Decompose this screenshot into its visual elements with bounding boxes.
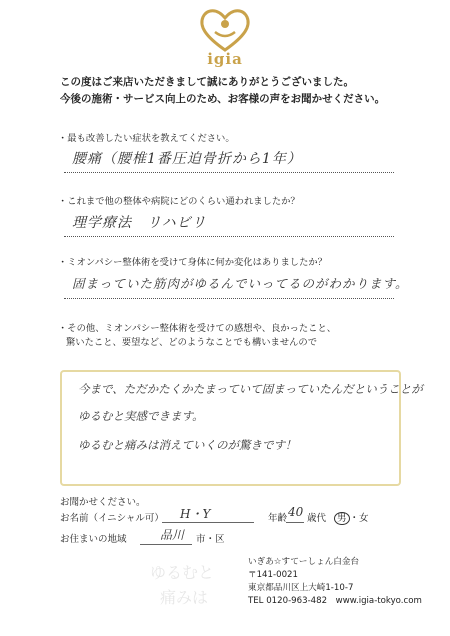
area-suffix: 市・区 bbox=[196, 534, 225, 545]
intro-line-2: 今後の施術・サービス向上のため、お客様の声をお聞かせください。 bbox=[60, 93, 386, 105]
gender-female: 女 bbox=[359, 513, 369, 524]
bleed-through-ghost-text: ゆるむと bbox=[150, 563, 215, 582]
name-value: H・Y bbox=[180, 507, 211, 521]
question-4-line-2: 驚いたこと、要望など、どのようなことでも構いませんので bbox=[66, 337, 318, 348]
question-4-line-1: ・その他、ミオンパシー整体術を受けての感想や、良かったこと、 bbox=[58, 323, 337, 334]
clinic-postal: 〒141-0021 bbox=[248, 570, 298, 580]
comment-line-2: ゆるむと実感できます。 bbox=[78, 409, 204, 423]
bleed-through-ghost-text-2: 痛みは bbox=[160, 588, 209, 607]
heart-logo-icon bbox=[197, 6, 253, 52]
answer-1-underline bbox=[64, 172, 394, 173]
gender-separator: ・ bbox=[349, 513, 360, 524]
gender-male-circled: 男 bbox=[334, 512, 350, 525]
brand-logo-text: igia bbox=[207, 50, 243, 68]
area-value: 品川 bbox=[160, 528, 185, 542]
name-underline bbox=[162, 522, 254, 523]
clinic-name: いぎあ☆すてーしょん白金台 bbox=[248, 557, 360, 567]
answer-1: 腰痛（腰椎1番圧迫骨折から1年） bbox=[72, 151, 302, 167]
age-label: 年齢 bbox=[268, 513, 288, 524]
age-underline bbox=[286, 522, 304, 523]
answer-2: 理学療法 リハビリ bbox=[72, 215, 207, 231]
age-value: 40 bbox=[288, 505, 304, 519]
question-3: ・ミオンパシー整体術を受けて身体に何か変化はありましたか？ bbox=[58, 257, 327, 268]
question-1: ・最も改善したい症状を教えてください。 bbox=[58, 133, 235, 144]
gender-options bbox=[334, 510, 369, 525]
name-label: お名前（イニシャル可） bbox=[60, 513, 164, 524]
area-label: お住まいの地域 bbox=[60, 534, 127, 545]
intro-line-1: この度はご来店いただきまして誠にありがとうございました。 bbox=[60, 76, 354, 88]
clinic-contact: TEL 0120-963-482 www.igia-tokyo.com bbox=[248, 596, 422, 606]
answer-2-underline bbox=[64, 236, 394, 237]
comment-line-1: 今まで、ただかたくかたまっていて固まっていたんだということが bbox=[78, 382, 423, 396]
brand-logo bbox=[175, 6, 275, 72]
comment-line-3: ゆるむと痛みは消えていくのが驚きです！ bbox=[78, 438, 297, 452]
answer-3-underline bbox=[64, 298, 394, 299]
age-suffix: 歳代 bbox=[307, 513, 327, 524]
area-underline bbox=[140, 544, 192, 545]
clinic-address: 東京都品川区上大崎1-10-7 bbox=[248, 583, 354, 593]
footer-prompt: お聞かせください。 bbox=[60, 497, 146, 508]
question-2: ・これまで他の整体や病院にどのくらい通われましたか？ bbox=[58, 196, 300, 207]
answer-3: 固まっていた筋肉がゆるんでいってるのがわかります。 bbox=[72, 276, 409, 291]
